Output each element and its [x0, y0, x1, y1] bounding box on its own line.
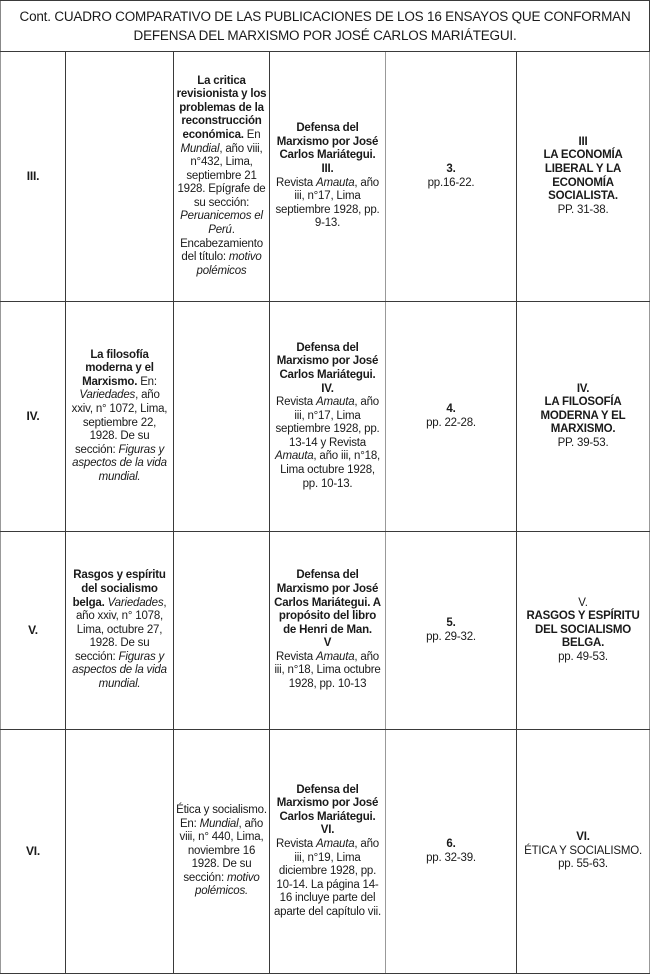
cell-first-publication: [66, 52, 174, 302]
amauta-roman: III.: [321, 162, 334, 175]
essay-title: La filosofía moderna y el Marxismo.: [82, 348, 154, 388]
pages: pp. 22-28.: [426, 416, 476, 429]
cell-first-publication: [66, 532, 174, 730]
cell-amauta: [270, 302, 386, 532]
text: , año iii, n°17, Lima septiembre 1928, pp. 9-13.: [275, 176, 380, 230]
essay-title: Rasgos y espíritu del socialismo belga.: [72, 569, 166, 609]
cell-second-publication: [174, 532, 270, 730]
journal-name: Amauta: [315, 650, 355, 663]
chapter-title: LA FILOSOFÍA MODERNA Y EL MARXISMO.: [540, 396, 626, 436]
row-number: III.: [1, 52, 66, 302]
cell-first-edition: [386, 730, 517, 974]
text: , año viii, n° 440, Lima, noviembre 16 1928. De su sección:: [179, 817, 264, 884]
text: Ética y socialismo. En:: [176, 803, 267, 830]
amauta-title: Defensa del Marxismo por José Carlos Mariátegui.: [276, 122, 379, 162]
cell-first-edition: [386, 52, 517, 302]
text: , año iii, n°17, Lima septiembre 1928, pp. 13-14 y Revista: [275, 396, 380, 449]
amauta-roman: VI.: [320, 824, 335, 837]
journal-name: Amauta: [274, 450, 314, 463]
cell-amauta: [270, 52, 386, 302]
table-row: [1, 532, 650, 730]
essay-title: La critica revisionista y los problemas de la reconstrucción económica.: [176, 74, 267, 141]
cell-book-chapter: [517, 532, 650, 730]
text: , año xxiv, n° 1078, Lima, octubre 27, 1928. De su sección:: [74, 596, 167, 663]
heading-name: motivo polémicos: [196, 251, 262, 277]
section-name: Peruanicemos el Perú: [180, 210, 263, 237]
chapter-number: 6.: [446, 837, 456, 850]
row-number: VI.: [1, 730, 66, 974]
table-row: [1, 52, 650, 302]
text: , año iii, n°18, Lima octubre 1928, pp. 10-13: [274, 650, 381, 691]
cell-first-publication: [66, 730, 174, 974]
amauta-title: Defensa del Marxismo por José Carlos Mariátegui.: [276, 341, 379, 381]
cell-amauta: [270, 730, 386, 974]
pages: pp. 29-32.: [426, 630, 476, 643]
cell-first-edition: [386, 532, 517, 730]
row-number: V.: [1, 532, 66, 730]
amauta-roman: V: [323, 637, 332, 650]
pages: pp.16-22.: [427, 176, 475, 189]
chapter-roman: IV.: [576, 382, 590, 395]
journal-name: Amauta: [315, 837, 355, 850]
chapter-roman: VI.: [576, 831, 590, 844]
text: , año xxiv, n° 1072, Lima, septiembre 22, 1928. De su sección:: [71, 389, 168, 456]
chapter-title: LA ECONOMÍA LIBERAL Y LA ECONOMÍA SOCIALISTA.: [543, 149, 623, 203]
cell-amauta: [270, 532, 386, 730]
journal-name: Variedades: [79, 389, 136, 402]
journal-name: Mundial: [180, 142, 220, 155]
title-line-1: Cont. CUADRO COMPARATIVO DE LAS PUBLICACIONES DE LOS 16 ENSAYOS QUE CONFORMAN: [19, 9, 631, 24]
chapter-roman: III: [578, 135, 588, 148]
cell-second-publication: [174, 302, 270, 532]
amauta-roman: IV.: [321, 382, 334, 395]
chapter-number: 5.: [446, 616, 456, 629]
journal-name: Amauta: [315, 176, 355, 189]
journal-name: Variedades: [107, 596, 164, 609]
pages: PP. 39-53.: [557, 436, 609, 449]
table-title: [1, 1, 650, 52]
pages: PP. 31-38.: [557, 203, 609, 216]
amauta-title: Defensa del Marxismo por José Carlos Mariátegui. A propósito del libro de Henri de Man.: [274, 569, 381, 636]
text: . Encabezamiento del título:: [180, 224, 263, 264]
text: Revista: [276, 396, 316, 409]
table-row: [1, 302, 650, 532]
pages: pp. 55-63.: [558, 858, 608, 871]
cell-book-chapter: [517, 302, 650, 532]
text: , año iii, n°18, Lima octubre 1928, pp. 10-13.: [280, 450, 381, 490]
text: Revista: [276, 650, 316, 663]
chapter-title: RASGOS Y ESPÍRITU DEL SOCIALISMO BELGA.: [526, 610, 640, 650]
pages: pp. 32-39.: [426, 851, 476, 864]
cell-book-chapter: [517, 52, 650, 302]
title-line-2: DEFENSA DEL MARXISMO POR JOSÉ CARLOS MARIÁTEGUI.: [133, 28, 517, 43]
chapter-number: 3.: [446, 162, 456, 175]
section-name: Figuras y aspectos de la vida mundial.: [72, 650, 167, 691]
section-name: motivo polémicos.: [195, 871, 260, 898]
cell-second-publication: [174, 52, 270, 302]
text: , año viii, n°432, Lima, septiembre 21 1928. Epígrafe de su sección:: [177, 142, 266, 209]
text: En:: [137, 375, 157, 388]
section-name: Figuras y aspectos de la vida mundial.: [72, 443, 167, 483]
table-row: [1, 730, 650, 974]
chapter-number: 4.: [446, 402, 456, 415]
pages: pp. 49-53.: [558, 650, 608, 663]
text: Revista: [276, 176, 316, 189]
chapter-title: ÉTICA Y SOCIALISMO.: [524, 844, 642, 857]
cell-book-chapter: [517, 730, 650, 974]
text: , año iii, n°19, Lima diciembre 1928, pp. 10-14. La página 14-16 incluye parte del aparte del capítulo vii.: [273, 837, 382, 918]
cell-second-publication: [174, 730, 270, 974]
cell-first-publication: [66, 302, 174, 532]
amauta-title: Defensa del Marxismo por José Carlos Mariátegui.: [276, 783, 379, 823]
journal-name: Mundial: [199, 817, 239, 830]
text: Revista: [276, 837, 316, 850]
cell-first-edition: [386, 302, 517, 532]
text: En: [243, 128, 261, 141]
row-number: IV.: [1, 302, 66, 532]
journal-name: Amauta: [315, 396, 355, 409]
chapter-roman: V.: [578, 596, 588, 609]
